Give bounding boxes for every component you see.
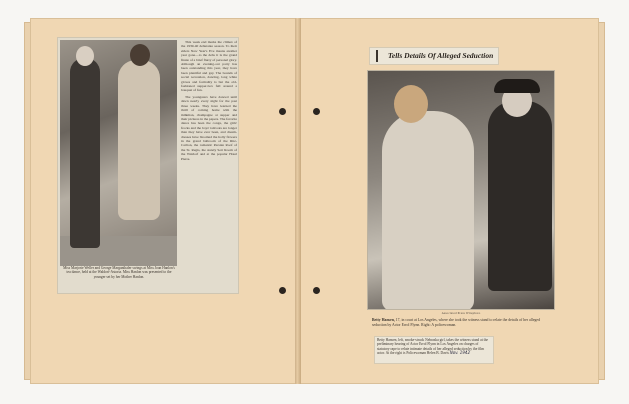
article-paragraph: This week end marks the climax of the 1939-40 debutante season. To their elders New Year's Eve means another year gone—to the debs it is the grand finale of a brief flurry of personal glory. Although an evening-out party has been outstanding this year, they have been plentiful and gay. The bounds of social recreation, dancing, long white gloves and formality is but the old-fashioned supper-box full around a bouquet of fun. [181, 40, 237, 93]
binding-hole-left-top [279, 108, 286, 115]
note-text: Betty Hansen, left, smoke-struck Nebraska girl, takes the witness stand at the preliminary hearing of Actor Errol Flynn in Los Angeles on charges of statutory rape to relate intimate details of her alleged seduction by the film actor. At the right is Policewoman Helen B. Davis [377, 338, 488, 356]
photo-credit: Associated Press Wirephoto [441, 311, 481, 315]
witness-figure [382, 111, 474, 310]
headline-strip [369, 47, 499, 65]
courtroom-photo [367, 70, 555, 310]
article-paragraph: The youngsters have danced until dawn nearly every night for the past three weeks. They have learned the thrill of coming home with the milkman, champagne at supper and their pictures in the papers. The favorite dance has been the conga, the girls' frocks and the boys' tailcoats are longer than they have ever been, and dream-dresses have bloomed the holly flowers in the grand ballroom of the Ritz-Carlton, the romantic Persian Roof of the St. Regis, the stately Sert Room of the Waldorf and at the popular Hotel Pierre. [181, 94, 237, 161]
right-photo-caption [372, 318, 555, 336]
handwritten-date: Nov. 1942 [449, 350, 470, 356]
headline-text: Tells Details Of Alleged Seduction [388, 51, 494, 60]
attached-note-clipping [374, 336, 494, 364]
binding-hole-left-bottom [279, 287, 286, 294]
caption-body: 17, in court at Los Angeles, where she took the witness stand to relate the details of her alleged seduction by Actor Errol Flynn. Right: A policewoman. [372, 318, 540, 327]
dancing-couple-photo [60, 40, 177, 266]
man-figure [70, 58, 100, 248]
binding-hole-right-top [313, 108, 320, 115]
society-article-column [181, 40, 237, 270]
binding-hole-right-bottom [313, 287, 320, 294]
left-photo-caption: Miss Marjorie Weller and George Marganthaler swings at Miss Joan Hanlon's tea dance, held at the Waldorf-Astoria. Miss Hanlon was presented to the younger set by her Mother Hanlon. [63, 266, 175, 279]
woman-figure [118, 60, 160, 220]
caption-lead: Betty Hansen, [372, 318, 395, 322]
policewoman-figure [488, 101, 552, 291]
album-gutter [295, 18, 301, 384]
